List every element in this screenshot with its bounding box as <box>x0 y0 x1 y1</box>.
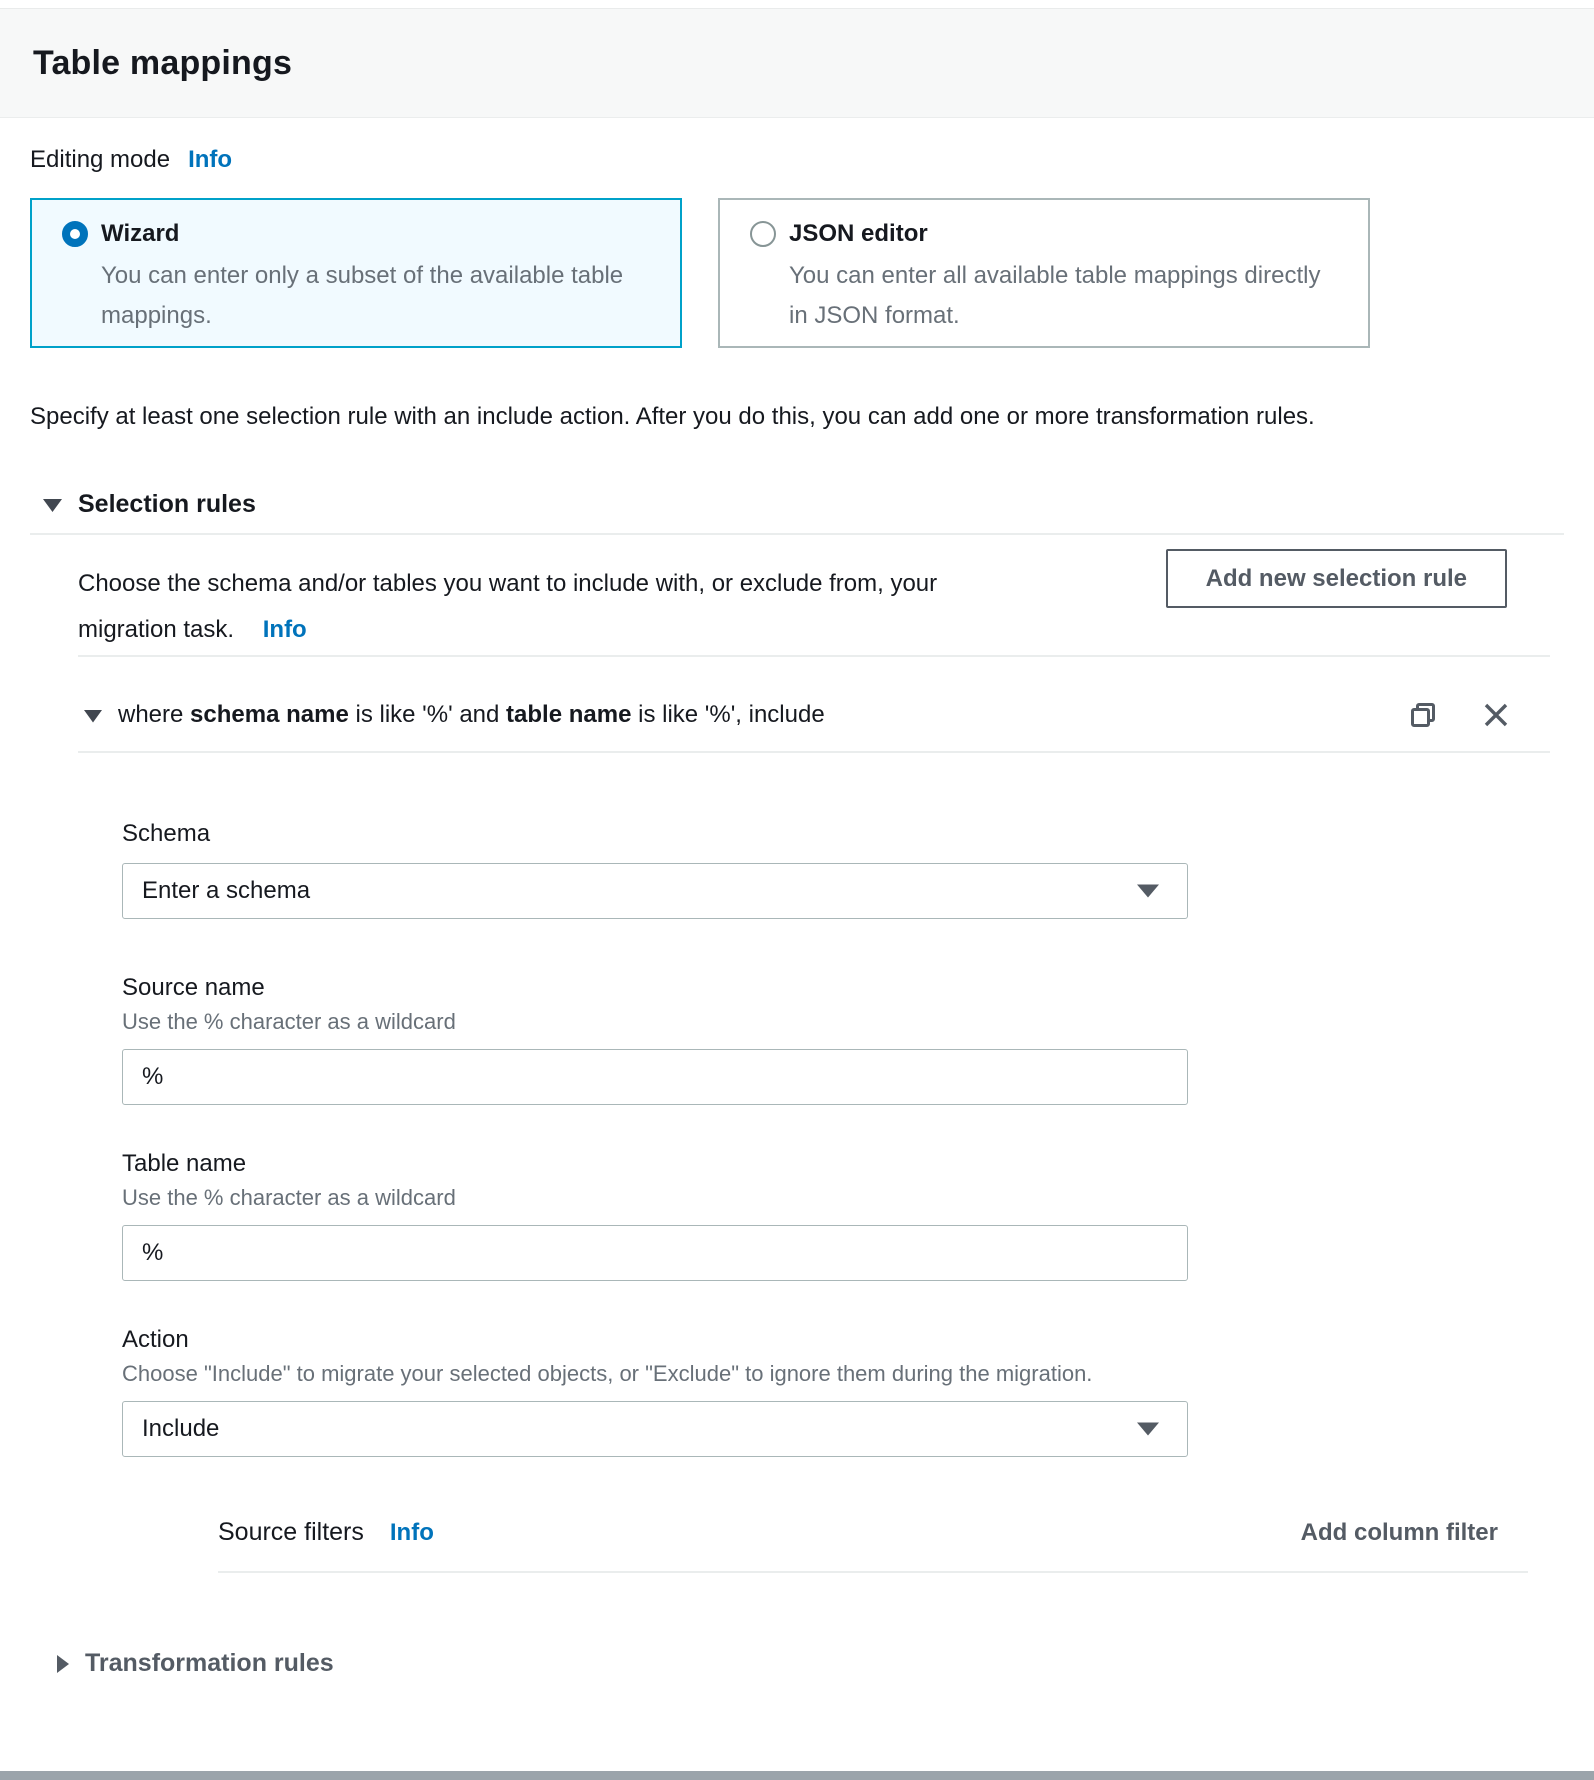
copy-icon <box>1408 700 1438 730</box>
close-icon <box>1482 701 1510 729</box>
schema-label: Schema <box>122 820 211 847</box>
transformation-rules-title: Transformation rules <box>85 1649 334 1677</box>
json-editor-mode-card[interactable] <box>718 198 1370 348</box>
table-name-input[interactable] <box>122 1225 1188 1281</box>
schema-select[interactable] <box>122 863 1188 919</box>
chevron-down-icon <box>83 707 103 724</box>
source-name-constraint: Use the % character as a wildcard <box>122 1009 456 1034</box>
selection-rules-title: Selection rules <box>78 490 256 518</box>
source-filters-section <box>218 1515 1528 1573</box>
json-editor-radio[interactable] <box>750 221 776 247</box>
source-name-input[interactable] <box>122 1049 1188 1105</box>
json-editor-description: You can enter all available table mappings directly in JSON format. <box>789 262 1321 329</box>
source-name-label: Source name <box>122 974 265 1001</box>
transformation-rules-header[interactable] <box>54 1649 1564 1678</box>
table-name-constraint: Use the % character as a wildcard <box>122 1185 456 1210</box>
bottom-edge-bar <box>0 1771 1594 1780</box>
page-title: Table mappings <box>33 43 293 82</box>
editing-mode-info-link[interactable]: Info <box>188 146 233 173</box>
wizard-mode-card[interactable] <box>30 198 682 348</box>
rule-summary: where schema name is like '%' and table name is like '%', include <box>118 701 825 728</box>
action-label: Action <box>122 1326 189 1353</box>
chevron-right-icon <box>54 1653 70 1675</box>
divider <box>78 655 1550 657</box>
section-header <box>0 8 1594 118</box>
divider <box>30 533 1564 535</box>
action-select-value: Include <box>142 1415 220 1442</box>
divider <box>78 751 1550 753</box>
duplicate-rule-button[interactable] <box>1408 700 1438 730</box>
action-select[interactable] <box>122 1401 1188 1457</box>
table-name-label: Table name <box>122 1150 247 1177</box>
selection-rules-header[interactable] <box>42 490 1564 519</box>
editing-mode-options <box>30 198 1564 348</box>
action-constraint: Choose "Include" to migrate your selected objects, or "Exclude" to ignore them during the migration. <box>122 1361 1093 1386</box>
divider <box>218 1571 1528 1573</box>
chevron-down-icon <box>1136 1422 1160 1437</box>
wizard-radio[interactable] <box>62 221 88 247</box>
rule-expand-toggle[interactable] <box>83 707 103 724</box>
remove-rule-button[interactable] <box>1482 701 1510 729</box>
add-new-selection-rule-button[interactable]: Add new selection rule <box>1166 549 1507 608</box>
source-filters-info-link[interactable]: Info <box>389 1519 434 1546</box>
selection-rule-row <box>78 689 1550 741</box>
wizard-description: You can enter only a subset of the available table mappings. <box>101 262 624 329</box>
schema-select-value: Enter a schema <box>142 877 311 904</box>
chevron-down-icon <box>42 496 63 514</box>
add-column-filter-button[interactable]: Add column filter <box>1300 1519 1498 1546</box>
source-filters-title: Source filters <box>218 1518 364 1546</box>
selection-rules-info-link[interactable]: Info <box>262 616 307 643</box>
intro-text: Specify at least one selection rule with an include action. After you do this, you can add one or more transformation rules. <box>30 403 1315 430</box>
json-editor-label: JSON editor <box>789 220 928 247</box>
editing-mode-label: Editing mode <box>30 146 171 173</box>
selection-rules-description: Choose the schema and/or tables you want to include with, or exclude from, your migration task. Info <box>78 570 938 643</box>
wizard-label: Wizard <box>101 220 180 247</box>
chevron-down-icon <box>1136 884 1160 899</box>
selection-rule-form <box>122 817 1550 1457</box>
